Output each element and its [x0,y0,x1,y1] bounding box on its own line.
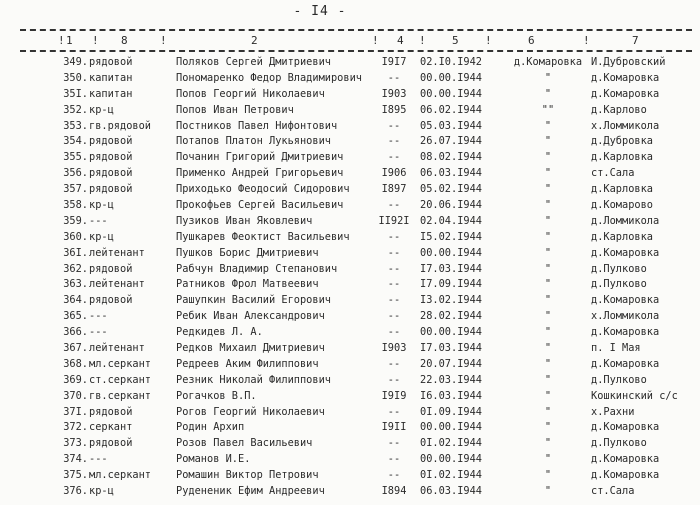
row-number: 362. [63,262,88,275]
row-number: 35I. [63,87,88,100]
row-rank: кр-ц [89,485,114,498]
row-birth-year: -- [387,262,401,275]
row-death-date: 05.03.I944 [420,119,482,132]
header-col-7: 7 [632,34,639,47]
row-birth-year: -- [387,119,401,132]
row-death-date: 28.02.I944 [420,310,482,323]
row-death-date: 06.02.I944 [420,103,482,116]
row-burial-place: д.Карловка [591,151,653,164]
row-death-date: 00.00.I944 [420,453,482,466]
row-full-name: Пономаренко Федор Владимирович [176,71,362,84]
row-burial-place: х.Ломмикола [591,119,660,132]
row-number: 357. [63,183,88,196]
row-number: 360. [63,230,88,243]
row-full-name: Применко Андрей Григорьевич [176,167,344,180]
header-sep: ! [160,34,167,47]
row-birth-year: -- [387,437,401,450]
row-birth-year: -- [387,326,401,339]
row-birth-year: -- [387,230,401,243]
row-number: 352. [63,103,88,116]
row-birth-year: -- [387,135,401,148]
row-place-ditto: " [544,421,552,434]
row-place-ditto: " [544,469,552,482]
table-row [0,182,700,198]
row-birth-year: I895 [381,103,407,116]
row-death-date: I5.02.I944 [420,230,482,243]
table-row [0,357,700,373]
row-death-date: 06.03.I944 [420,167,482,180]
row-full-name: Романов И.Е. [176,453,251,466]
row-full-name: Попов Иван Петрович [176,103,294,116]
row-birth-year: II92I [378,214,410,227]
row-death-date: 00.00.I944 [420,87,482,100]
row-number: 349. [63,56,88,68]
row-death-date: 22.03.I944 [420,373,482,386]
row-rank: капитан [89,87,133,100]
row-full-name: Редкидев Л. А. [176,326,263,339]
row-full-name: Поляков Сергей Дмитриевич [176,56,331,68]
table-row [0,341,700,357]
row-place-ditto: " [544,342,552,355]
row-birth-year: I903 [381,342,407,355]
table-row [0,246,700,262]
row-burial-place: И.Дубровский [591,56,666,68]
row-number: 350. [63,71,88,84]
row-birth-year: I906 [381,167,407,180]
row-death-date: 20.07.I944 [420,357,482,370]
row-full-name: Резник Николай Филиппович [176,373,331,386]
row-death-date: 20.06.I944 [420,199,482,212]
row-birth-year: I894 [381,485,407,498]
row-burial-place: д.Пулково [591,262,647,275]
table-row [0,87,700,103]
row-burial-place: д.Пулково [591,278,647,291]
row-death-date: I6.03.I944 [420,389,482,402]
header-bottom-rule [20,50,692,52]
row-number: 375. [63,469,88,482]
row-burial-place: д.Карловка [591,230,653,243]
header-col-2: 2 [251,34,258,47]
row-number: 358. [63,199,88,212]
row-birth-year: -- [387,469,401,482]
row-burial-place: д.Комаровка [591,453,660,466]
row-place-ditto: " [544,373,552,386]
row-full-name: Рогачков В.П. [176,389,257,402]
row-full-name: Рашупкин Василий Егорович [176,294,331,307]
row-burial-place: д.Комаровка [591,421,660,434]
table-row [0,420,700,436]
row-death-date: 26.07.I944 [420,135,482,148]
row-birth-year: I9I7 [381,56,407,68]
row-full-name: Ромашин Виктор Петрович [176,469,319,482]
row-place-ditto: " [544,389,552,402]
row-place-ditto: " [544,246,552,259]
row-full-name: Потапов Платон Лукьянович [176,135,331,148]
row-rank: мл.серкант [89,357,151,370]
row-death-date: 00.00.I944 [420,246,482,259]
row-full-name: Родин Архип [176,421,245,434]
row-birth-year: I903 [381,87,407,100]
row-number: 376. [63,485,88,498]
header-sep: ! [372,34,379,47]
row-full-name: Розов Павел Васильевич [176,437,313,450]
header-col-8: 8 [121,34,128,47]
table-row [0,436,700,452]
row-full-name: Пушков Борис Дмитриевич [176,246,319,259]
row-number: 364. [63,294,88,307]
row-full-name: Рудененик Ефим Андреевич [176,485,325,498]
row-rank: рядовой [89,294,133,307]
table-row [0,293,700,309]
row-death-date: 02.04.I944 [420,214,482,227]
header-col-6: 6 [528,34,535,47]
row-number: 354. [63,135,88,148]
row-rank: рядовой [89,151,133,164]
row-death-date: 08.02.I944 [420,151,482,164]
row-death-date: 00.00.I944 [420,326,482,339]
row-place-ditto: " [544,87,552,100]
row-death-date: 00.00.I944 [420,421,482,434]
row-number: 368. [63,357,88,370]
row-number: 365. [63,310,88,323]
table-row [0,452,700,468]
row-number: 366. [63,326,88,339]
table-row [0,468,700,484]
row-rank: рядовой [89,167,133,180]
row-death-date: 02.I0.I942 [420,56,482,68]
row-rank: рядовой [89,135,133,148]
row-death-date: 00.00.I944 [420,71,482,84]
row-burial-place: д.Дубровка [591,135,653,148]
row-place-ditto: " [544,71,552,84]
row-rank: рядовой [89,437,133,450]
row-death-date: 0I.02.I944 [420,469,482,482]
row-full-name: Рогов Георгий Николаевич [176,405,325,418]
row-rank: капитан [89,71,133,84]
table-row [0,214,700,230]
header-sep: ! [58,34,65,47]
row-rank: ст.серкант [89,373,151,386]
row-burial-place: д.Комаровка [591,71,660,84]
row-rank: кр-ц [89,199,114,212]
row-death-date: I3.02.I944 [420,294,482,307]
row-birth-year: -- [387,151,401,164]
table-row [0,230,700,246]
row-birth-year: -- [387,199,401,212]
row-number: 369. [63,373,88,386]
row-burial-place: д.Комаровка [591,294,660,307]
row-place-ditto: " [544,183,552,196]
row-place-ditto: " [544,262,552,275]
row-rank: рядовой [89,262,133,275]
row-rank: мл.серкант [89,469,151,482]
row-burial-place: д.Карловка [591,183,653,196]
table-row [0,389,700,405]
column-header-row [0,34,700,48]
row-place-ditto: " [544,437,552,450]
table-row [0,309,700,325]
row-burial-place: д.Комаровка [591,357,660,370]
page-number: - I4 - [293,4,347,19]
row-number: 356. [63,167,88,180]
row-burial-place: х.Рахни [591,405,635,418]
header-top-rule [20,29,692,31]
row-full-name: Постников Павел Нифонтович [176,119,338,132]
row-burial-place: д.Комаровка [591,326,660,339]
row-rank: гв.рядовой [89,119,151,132]
row-number: 372. [63,421,88,434]
table-row [0,262,700,278]
row-number: 359. [63,214,88,227]
row-burial-place: ст.Сала [591,485,635,498]
row-birth-year: I9II [381,421,407,434]
row-full-name: Пушкарев Феоктист Васильевич [176,230,350,243]
header-col-5: 5 [452,34,459,47]
row-death-date: I7.03.I944 [420,262,482,275]
row-burial-place: д.Комарово [591,199,653,212]
row-place-ditto: " [544,405,552,418]
header-sep: ! [583,34,590,47]
row-place-ditto: " [544,135,552,148]
row-birth-year: -- [387,294,401,307]
row-birth-year: -- [387,357,401,370]
row-burial-place: д.Карлово [591,103,647,116]
row-number: 37I. [63,405,88,418]
row-death-date: 05.02.I944 [420,183,482,196]
row-birth-year: -- [387,373,401,386]
row-place-ditto: " [544,278,552,291]
row-rank: гв.серкант [89,389,151,402]
row-place-ditto: " [544,214,552,227]
row-birth-year: I9I9 [381,389,407,402]
row-burial-place: х.Ломмикола [591,310,660,323]
row-number: 370. [63,389,88,402]
row-death-date: 0I.02.I944 [420,437,482,450]
row-rank: кр-ц [89,103,114,116]
row-burial-place: д.Ломмикола [591,214,660,227]
row-number: 363. [63,278,88,291]
row-burial-place: д.Комаровка [591,87,660,100]
row-rank: --- [89,214,108,227]
row-death-date: I7.09.I944 [420,278,482,291]
table-row [0,277,700,293]
table-row [0,150,700,166]
row-birth-year: -- [387,453,401,466]
row-death-date: 0I.09.I944 [420,405,482,418]
row-place-ditto: " [544,357,552,370]
row-rank: рядовой [89,405,133,418]
row-burial-place: д.Комаровка [591,469,660,482]
row-rank: кр-ц [89,230,114,243]
row-full-name: Рабчун Владимир Степанович [176,262,338,275]
row-rank: серкант [89,421,133,434]
row-place-ditto: " [544,485,552,498]
row-rank: --- [89,310,108,323]
row-number: 373. [63,437,88,450]
row-place-ditto: " [544,294,552,307]
header-sep: ! [92,34,99,47]
row-birth-year: -- [387,278,401,291]
row-birth-year: -- [387,71,401,84]
row-place-ditto: " [544,326,552,339]
header-col-4: 4 [397,34,404,47]
row-place-ditto: " [544,199,552,212]
row-place-ditto: "" [541,103,555,116]
row-rank: --- [89,326,108,339]
row-full-name: Ребик Иван Александрович [176,310,325,323]
table-row [0,325,700,341]
row-burial-place: д.Пулково [591,373,647,386]
row-rank: лейтенант [89,246,145,259]
table-row [0,373,700,389]
row-place-ditto: " [544,151,552,164]
row-birth-year: -- [387,246,401,259]
row-birth-year: I897 [381,183,407,196]
table-row [0,484,700,500]
row-rank: рядовой [89,183,133,196]
register-table [0,55,700,500]
row-full-name: Пузиков Иван Яковлевич [176,214,313,227]
row-birth-year: -- [387,405,401,418]
row-place-ditto: " [544,167,552,180]
table-row [0,119,700,135]
table-row [0,103,700,119]
header-sep: ! [419,34,426,47]
row-birth-year: -- [387,310,401,323]
row-number: 355. [63,151,88,164]
row-full-name: Попов Георгий Николаевич [176,87,325,100]
row-rank: рядовой [89,56,133,68]
row-burial-place: д.Пулково [591,437,647,450]
row-burial-place: Кошкинский с/с [591,389,678,402]
row-number: 353. [63,119,88,132]
row-full-name: Приходько Феодосий Сидорович [176,183,350,196]
table-row [0,134,700,150]
row-burial-place: ст.Сала [591,167,635,180]
row-full-name: Прокофьев Сергей Васильевич [176,199,344,212]
row-death-date: 06.03.I944 [420,485,482,498]
header-col-1: 1 [66,34,73,47]
row-place-ditto: " [544,230,552,243]
table-row [0,198,700,214]
row-full-name: Почанин Григорий Дмитриевич [176,151,344,164]
row-number: 367. [63,342,88,355]
row-burial-place: д.Комаровка [591,246,660,259]
row-place-ditto: " [544,119,552,132]
row-number: 374. [63,453,88,466]
row-rank: --- [89,453,108,466]
row-rank: лейтенант [89,278,145,291]
table-row [0,166,700,182]
row-place-ditto: " [544,453,552,466]
row-death-date: I7.03.I944 [420,342,482,355]
row-place-ditto: д.Комаровка [513,56,583,68]
row-number: 36I. [63,246,88,259]
header-sep: ! [485,34,492,47]
row-full-name: Редков Михаил Дмитриевич [176,342,325,355]
table-row [0,71,700,87]
row-full-name: Редреев Аким Филиппович [176,357,319,370]
table-row [0,405,700,421]
row-full-name: Ратников Фрол Матвеевич [176,278,319,291]
row-rank: лейтенант [89,342,145,355]
row-burial-place: п. I Мая [591,342,641,355]
row-place-ditto: " [544,310,552,323]
table-row [0,55,700,71]
